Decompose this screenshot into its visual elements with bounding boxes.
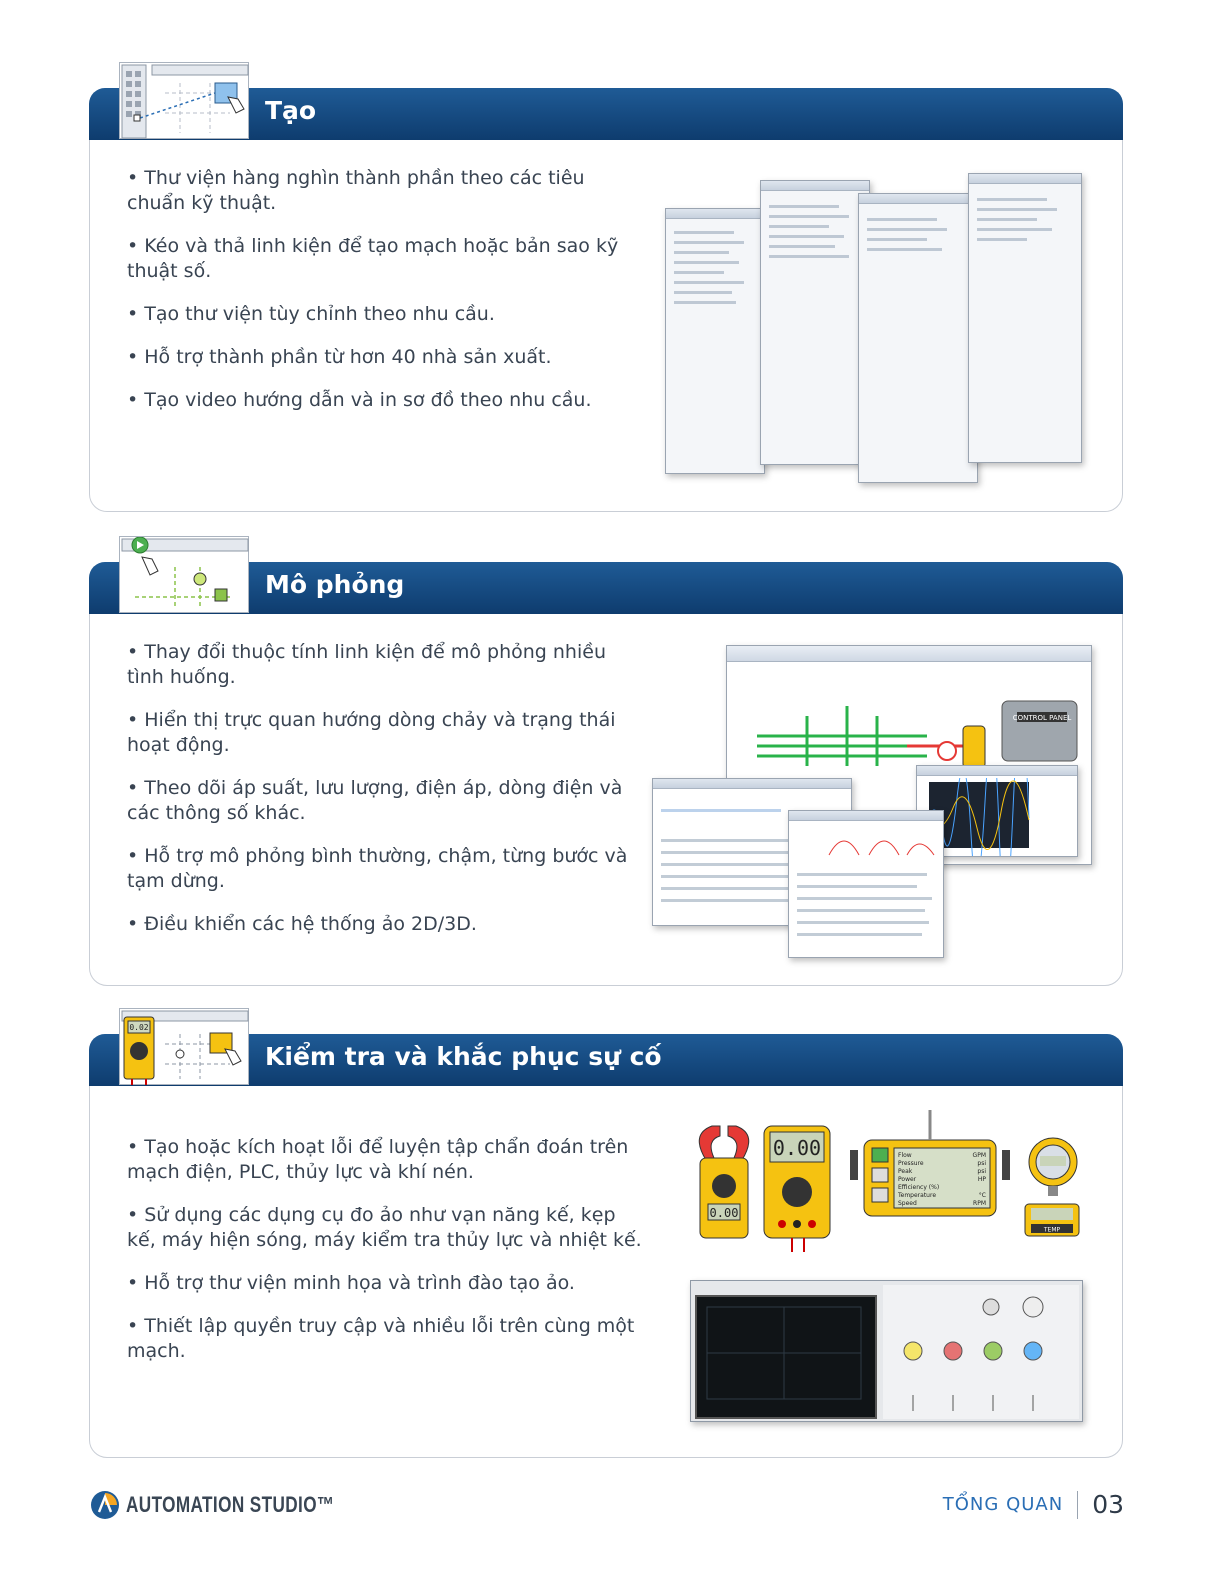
tester-label: Peak xyxy=(898,1168,913,1175)
list-item: • Hỗ trợ thành phần từ hơn 40 nhà sản xuất. xyxy=(127,346,552,368)
temp-label: TEMP xyxy=(1043,1226,1061,1234)
tester-label: Speed xyxy=(898,1200,917,1207)
library-explorer-screenshot-3 xyxy=(858,193,978,483)
section-troubleshoot-header xyxy=(89,1023,1123,1086)
tester-unit: °C xyxy=(978,1192,986,1199)
list-item: • Hỗ trợ mô phỏng bình thường, chậm, từng bước và tạm dừng. xyxy=(127,845,628,892)
troubleshoot-bullet-list xyxy=(127,1135,647,1382)
list-item: • Thay đổi thuộc tính linh kiện để mô phỏng nhiều tình huống. xyxy=(127,641,606,688)
list-item: • Thư viện hàng nghìn thành phần theo các tiêu chuẩn kỹ thuật. xyxy=(127,167,585,214)
create-bullet-list xyxy=(127,166,647,431)
properties-screenshot-2 xyxy=(788,810,944,958)
clamp-reading: 0.00 xyxy=(709,1206,739,1220)
tester-unit: psi xyxy=(977,1168,986,1175)
create-icon xyxy=(119,62,249,139)
section-title: Kiểm tra và khắc phục sự cố xyxy=(265,1042,662,1071)
list-item: • Hỗ trợ thư viện minh họa và trình đào tạo ảo. xyxy=(127,1272,575,1294)
page-footer xyxy=(943,1490,1124,1519)
list-item: • Tạo hoặc kích hoạt lỗi để luyện tập chẩn đoán trên mạch điện, PLC, thủy lực và khí nén. xyxy=(127,1136,629,1183)
simulate-icon xyxy=(119,536,249,613)
tester-unit: RPM xyxy=(973,1200,986,1207)
list-item: • Hiển thị trực quan hướng dòng chảy và trạng thái hoạt động. xyxy=(127,709,616,756)
multimeter-reading: 0.00 xyxy=(772,1136,822,1160)
oscilloscope-panel-image xyxy=(690,1280,1083,1422)
list-item: • Tạo thư viện tùy chỉnh theo nhu cầu. xyxy=(127,303,495,325)
automation-studio-logo xyxy=(90,1490,393,1520)
tester-unit: psi xyxy=(977,1160,986,1167)
troubleshoot-icon xyxy=(119,1008,249,1085)
oscilloscope-controls xyxy=(883,1285,1079,1419)
tester-label: Pressure xyxy=(898,1160,924,1167)
page-number: 03 xyxy=(1092,1490,1124,1519)
tester-unit: HP xyxy=(977,1176,986,1183)
oscilloscope-screen xyxy=(695,1295,877,1419)
pressure-gauge-image xyxy=(1026,1136,1080,1196)
control-panel-label: CONTROL PANEL xyxy=(1012,714,1072,722)
tester-label: Temperature xyxy=(898,1192,937,1199)
section-simulate-header xyxy=(89,562,1123,614)
section-title: Mô phỏng xyxy=(265,570,405,599)
tester-label: Efficiency (%) xyxy=(898,1184,940,1191)
thermometer-image xyxy=(1023,1202,1081,1238)
library-explorer-screenshot-4 xyxy=(968,173,1082,463)
library-explorer-screenshot-2 xyxy=(760,180,870,465)
list-item: • Theo dõi áp suất, lưu lượng, điện áp, dòng điện và các thông số khác. xyxy=(127,777,623,824)
multimeter-image xyxy=(762,1124,832,1252)
list-item: • Thiết lập quyền truy cập và nhiều lỗi trên cùng một mạch. xyxy=(127,1315,635,1362)
section-title: Tạo xyxy=(265,96,317,125)
list-item: • Sử dụng các dụng cụ đo ảo như vạn năng kế, kẹp kế, máy hiện sóng, máy kiểm tra thủy lực và nhiệt kế. xyxy=(127,1204,642,1251)
footer-divider xyxy=(1077,1491,1078,1519)
tester-label: Power xyxy=(898,1176,917,1183)
logo-text: AUTOMATION STUDIO™ xyxy=(126,1492,335,1517)
list-item: • Kéo và thả linh kiện để tạo mạch hoặc bản sao kỹ thuật số. xyxy=(127,235,619,282)
tester-label: Flow xyxy=(898,1152,912,1159)
library-explorer-screenshot-1 xyxy=(665,208,765,474)
logo-icon xyxy=(90,1490,120,1520)
list-item: • Tạo video hướng dẫn và in sơ đồ theo nhu cầu. xyxy=(127,389,592,411)
simulate-bullet-list xyxy=(127,640,647,955)
hydraulic-tester-image xyxy=(850,1110,1010,1228)
tester-unit: GPM xyxy=(972,1152,986,1159)
list-item: • Điều khiển các hệ thống ảo 2D/3D. xyxy=(127,913,477,935)
clamp-meter-image xyxy=(692,1124,756,1240)
section-label: TỔNG QUAN xyxy=(942,1494,1064,1515)
section-create-header xyxy=(89,88,1123,140)
meter-small-reading: 0.02 xyxy=(129,1023,149,1032)
